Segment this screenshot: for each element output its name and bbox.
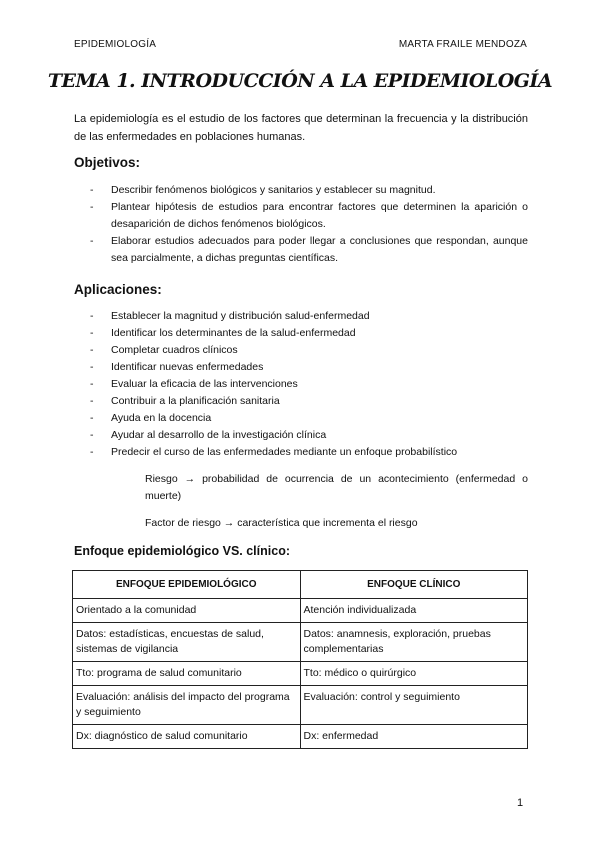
table-cell: Atención individualizada [300, 599, 528, 623]
table-cell: Tto: programa de salud comunitario [73, 662, 301, 686]
table-cell: Evaluación: análisis del impacto del programa y seguimiento [73, 686, 301, 725]
table-row [73, 623, 528, 662]
aplicaciones-list [90, 308, 528, 461]
factor-riesgo-definition: Factor de riesgo → característica que incrementa el riesgo [145, 517, 418, 529]
list-item: - Establecer la magnitud y distribución salud-enfermedad [90, 308, 528, 325]
objetivos-list [90, 182, 528, 267]
table-cell: Evaluación: control y seguimiento [300, 686, 528, 725]
header-subject: EPIDEMIOLOGÍA [74, 39, 157, 50]
comparison-table [72, 570, 528, 749]
table-row [73, 599, 528, 623]
table-row [73, 725, 528, 749]
table-cell: Tto: médico o quirúrgico [300, 662, 528, 686]
table-row [73, 686, 528, 725]
page-number: 1 [517, 797, 524, 809]
table-cell: Datos: anamnesis, exploración, pruebas complementarias [300, 623, 528, 662]
table-cell: Orientado a la comunidad [73, 599, 301, 623]
list-item: - Ayudar al desarrollo de la investigación clínica [90, 427, 528, 444]
list-item: - Ayuda en la docencia [90, 410, 528, 427]
list-item: - Plantear hipótesis de estudios para encontrar factores que determinen la aparición o desaparición de dichos fenómenos biológicos. [90, 199, 528, 233]
table-cell: Dx: enfermedad [300, 725, 528, 749]
header-author: MARTA FRAILE MENDOZA [398, 39, 527, 50]
list-item: - Elaborar estudios adecuados para poder llegar a conclusiones que respondan, aunque sea parcialmente, a dichas preguntas científicas. [90, 233, 528, 267]
list-item: - Identificar los determinantes de la salud-enfermedad [90, 325, 528, 342]
objetivos-heading: Objetivos: [74, 155, 141, 170]
list-item: - Identificar nuevas enfermedades [90, 359, 528, 376]
list-item: - Completar cuadros clínicos [90, 342, 528, 359]
intro-paragraph: La epidemiología es el estudio de los factores que determinan la frecuencia y la distribución de las enfermedades en poblaciones humanas. [74, 113, 528, 143]
table-cell: Dx: diagnóstico de salud comunitario [73, 725, 301, 749]
enfoque-heading: Enfoque epidemiológico VS. clínico: [74, 544, 290, 558]
riesgo-definition: Riesgo → probabilidad de ocurrencia de un acontecimiento (enfermedad o muerte) [145, 473, 528, 502]
column-header: ENFOQUE CLÍNICO [300, 571, 528, 599]
list-item: - Evaluar la eficacia de las intervenciones [90, 376, 528, 393]
list-item: - Contribuir a la planificación sanitaria [90, 393, 528, 410]
aplicaciones-heading: Aplicaciones: [74, 282, 162, 297]
page-title: TEMA 1. INTRODUCCIÓN A LA EPIDEMIOLOGÍA [47, 70, 553, 92]
list-item: - Predecir el curso de las enfermedades mediante un enfoque probabilístico [90, 444, 528, 461]
table-header-row [73, 571, 528, 599]
column-header: ENFOQUE EPIDEMIOLÓGICO [73, 571, 301, 599]
table-cell: Datos: estadísticas, encuestas de salud, sistemas de vigilancia [73, 623, 301, 662]
table-row [73, 662, 528, 686]
list-item: - Describir fenómenos biológicos y sanitarios y establecer su magnitud. [90, 182, 528, 199]
